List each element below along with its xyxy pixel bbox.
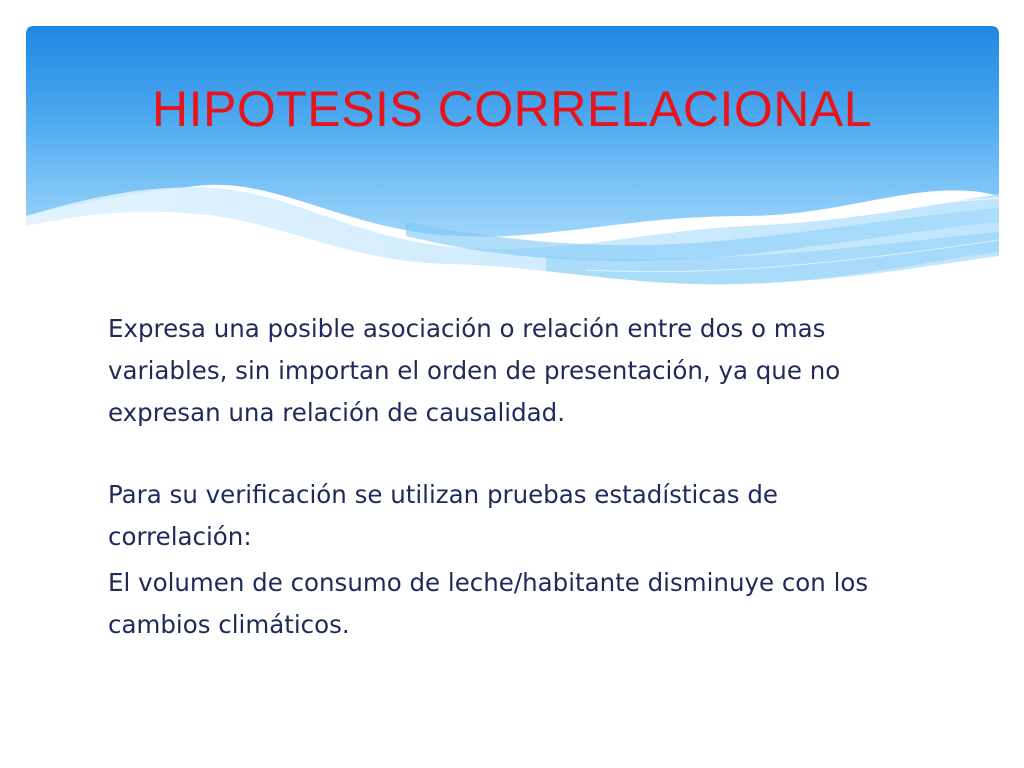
- paragraph-verification: Para su verificación se utilizan pruebas estadísticas de correlación:: [108, 480, 778, 551]
- wave-banner-graphic: [26, 26, 999, 288]
- paragraph-example: El volumen de consumo de leche/habitante disminuye con los cambios climáticos.: [108, 568, 869, 639]
- slide-body: [108, 308, 928, 646]
- paragraph-definition: Expresa una posible asociación o relación entre dos o mas variables, sin importan el orden de presentación, ya que no expresan una relación de causalidad.: [108, 314, 841, 427]
- slide-title: HIPOTESIS CORRELACIONAL: [152, 81, 872, 137]
- header-banner: [26, 26, 999, 288]
